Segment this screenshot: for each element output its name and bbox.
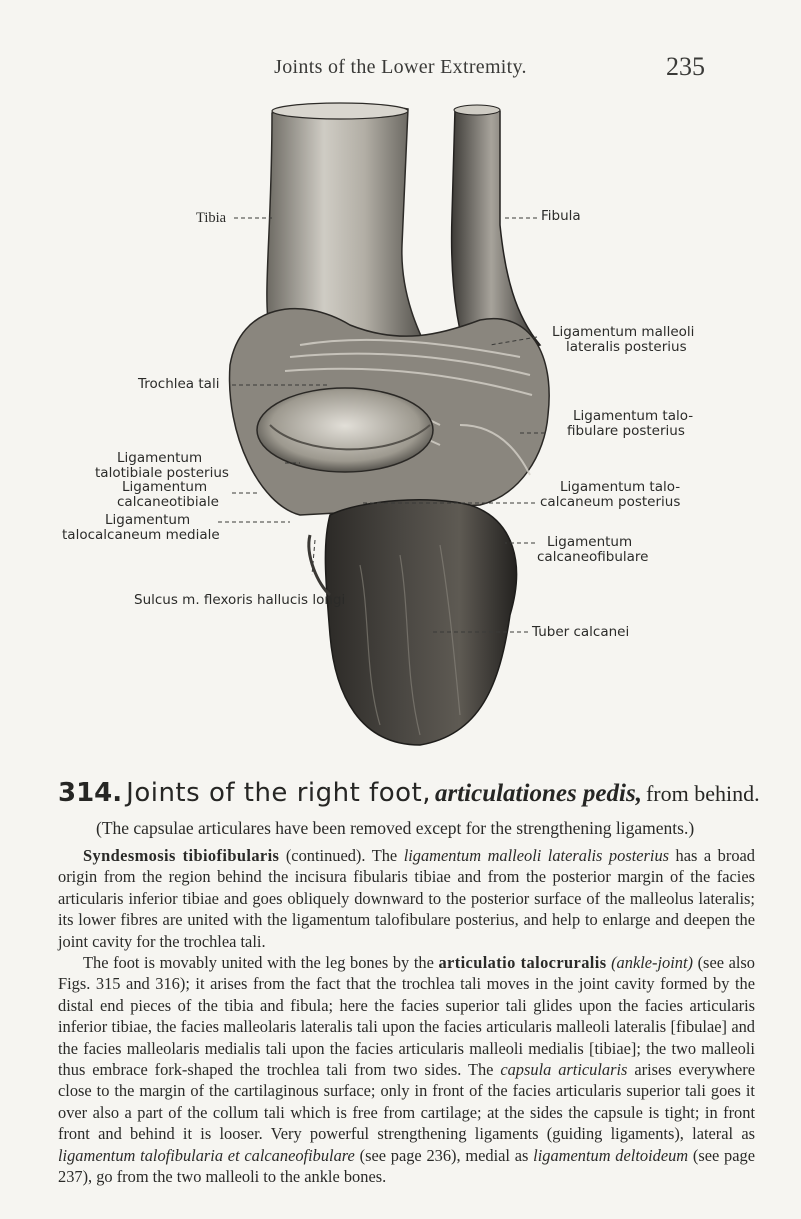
label-trochlea: Trochlea tali bbox=[138, 376, 220, 392]
label-talocalc-med-1: Ligamentum bbox=[105, 512, 191, 528]
term-lig-deltoideum: ligamentum deltoideum bbox=[533, 1145, 689, 1165]
running-head bbox=[0, 52, 801, 86]
figure-caption bbox=[58, 778, 758, 808]
label-calctib-1: Ligamentum bbox=[122, 479, 208, 495]
label-lig-malleoli-2: lateralis posterius bbox=[566, 339, 687, 355]
figure-number: 314. bbox=[58, 778, 123, 808]
label-tibia: Tibia bbox=[196, 210, 227, 226]
term-lig-malleoli: ligamentum malleoli lateralis posterius bbox=[403, 846, 670, 865]
label-fibula: Fibula bbox=[541, 208, 581, 224]
label-talofib-2: fibulare posterius bbox=[567, 423, 685, 439]
label-talocalc-post-1: Ligamentum talo- bbox=[560, 479, 681, 495]
running-title: Joints of the Lower Extremity. bbox=[274, 56, 527, 78]
label-calctib-2: calcaneotibiale bbox=[117, 494, 219, 510]
label-talotib-1: Ligamentum bbox=[117, 450, 203, 466]
label-calcfib-2: calcaneofibulare bbox=[537, 549, 649, 565]
figure-view: from behind. bbox=[645, 781, 760, 806]
label-lig-malleoli-1: Ligamentum malleoli bbox=[552, 324, 695, 340]
term-capsula: capsula articularis bbox=[500, 1060, 628, 1080]
label-talotib-2: talotibiale posterius bbox=[95, 465, 229, 481]
paragraph-syndesmosis: Syndesmosis tibiofibularis (continued). The ligamentum malleoli lateralis posterius has a broad origin from the region behind the incisura fibularis tibiae and from the posterior margin of the facies articularis inferior tibiae and goes obliquely downward to the posterior surface of the malleolus lateralis; its lower fibres are united with the ligamentum talofibulare posterius, and help to enlarge and deepen the joint cavity for the trochlea tali. bbox=[58, 846, 755, 951]
label-talocalc-post-2: calcaneum posterius bbox=[540, 494, 681, 510]
anatomical-figure bbox=[0, 95, 801, 775]
figure-subcaption: (The capsulae articulares have been removed except for the strengthening ligaments.) bbox=[96, 818, 695, 838]
paragraph-ankle-joint: The foot is movably united with the leg bones by the articulatio talocruralis (ankle-joint) (see also Figs. 315 and 316); it arises from the fact that the trochlea tali moves in the joint cavity formed by the distal end pieces of the tibia and fibula; here the facies superior tali glides upon the facies articularis inferior tibiae, the facies malleolaris lateralis tali upon the facies articularis malleoli lateralis [fibulae] and the facies malleolaris medialis tali upon the facies articularis malleoli medialis [tibiae]; the two malleoli thus embrace fork-shaped the trochlea tali from two sides. The capsula articularis arises everywhere close to the margin of the cartilaginous surface; only in front of the facies articularis superior tali goes it over also a part of the collum tali which is free from cartilage; at the sides the capsule is tight; in front front and behind it is looser. Very powerful strengthening ligaments (guiding ligaments), lateral as ligamentum talofibularia et calcaneofibulare (see page 236), medial as ligamentum deltoideum (see page 237), go from the two malleoli to the ankle bones. bbox=[58, 953, 755, 1187]
label-sulcus: Sulcus m. flexoris hallucis longi bbox=[134, 592, 346, 608]
body-text bbox=[58, 845, 755, 1188]
label-talocalc-med-2: talocalcaneum mediale bbox=[62, 527, 220, 543]
term-ankle-joint: (ankle-joint) bbox=[611, 953, 694, 973]
term-lig-talofibularia: ligamentum talofibularia et calcaneofibulare bbox=[58, 1145, 355, 1165]
label-tuber: Tuber calcanei bbox=[532, 624, 630, 640]
label-calcfib-1: Ligamentum bbox=[547, 534, 633, 550]
page-number: 235 bbox=[666, 52, 705, 81]
trochlea-tali bbox=[257, 388, 433, 472]
term-syndesmosis: Syndesmosis tibiofibularis bbox=[83, 846, 280, 865]
term-articulatio: articulatio talocruralis bbox=[438, 953, 607, 973]
label-talofib-1: Ligamentum talo- bbox=[573, 408, 694, 424]
figure-title: Joints of the right foot, bbox=[126, 778, 431, 808]
figure-latin-title: articulationes pedis, bbox=[434, 780, 642, 807]
calcaneus-bone bbox=[325, 500, 516, 745]
